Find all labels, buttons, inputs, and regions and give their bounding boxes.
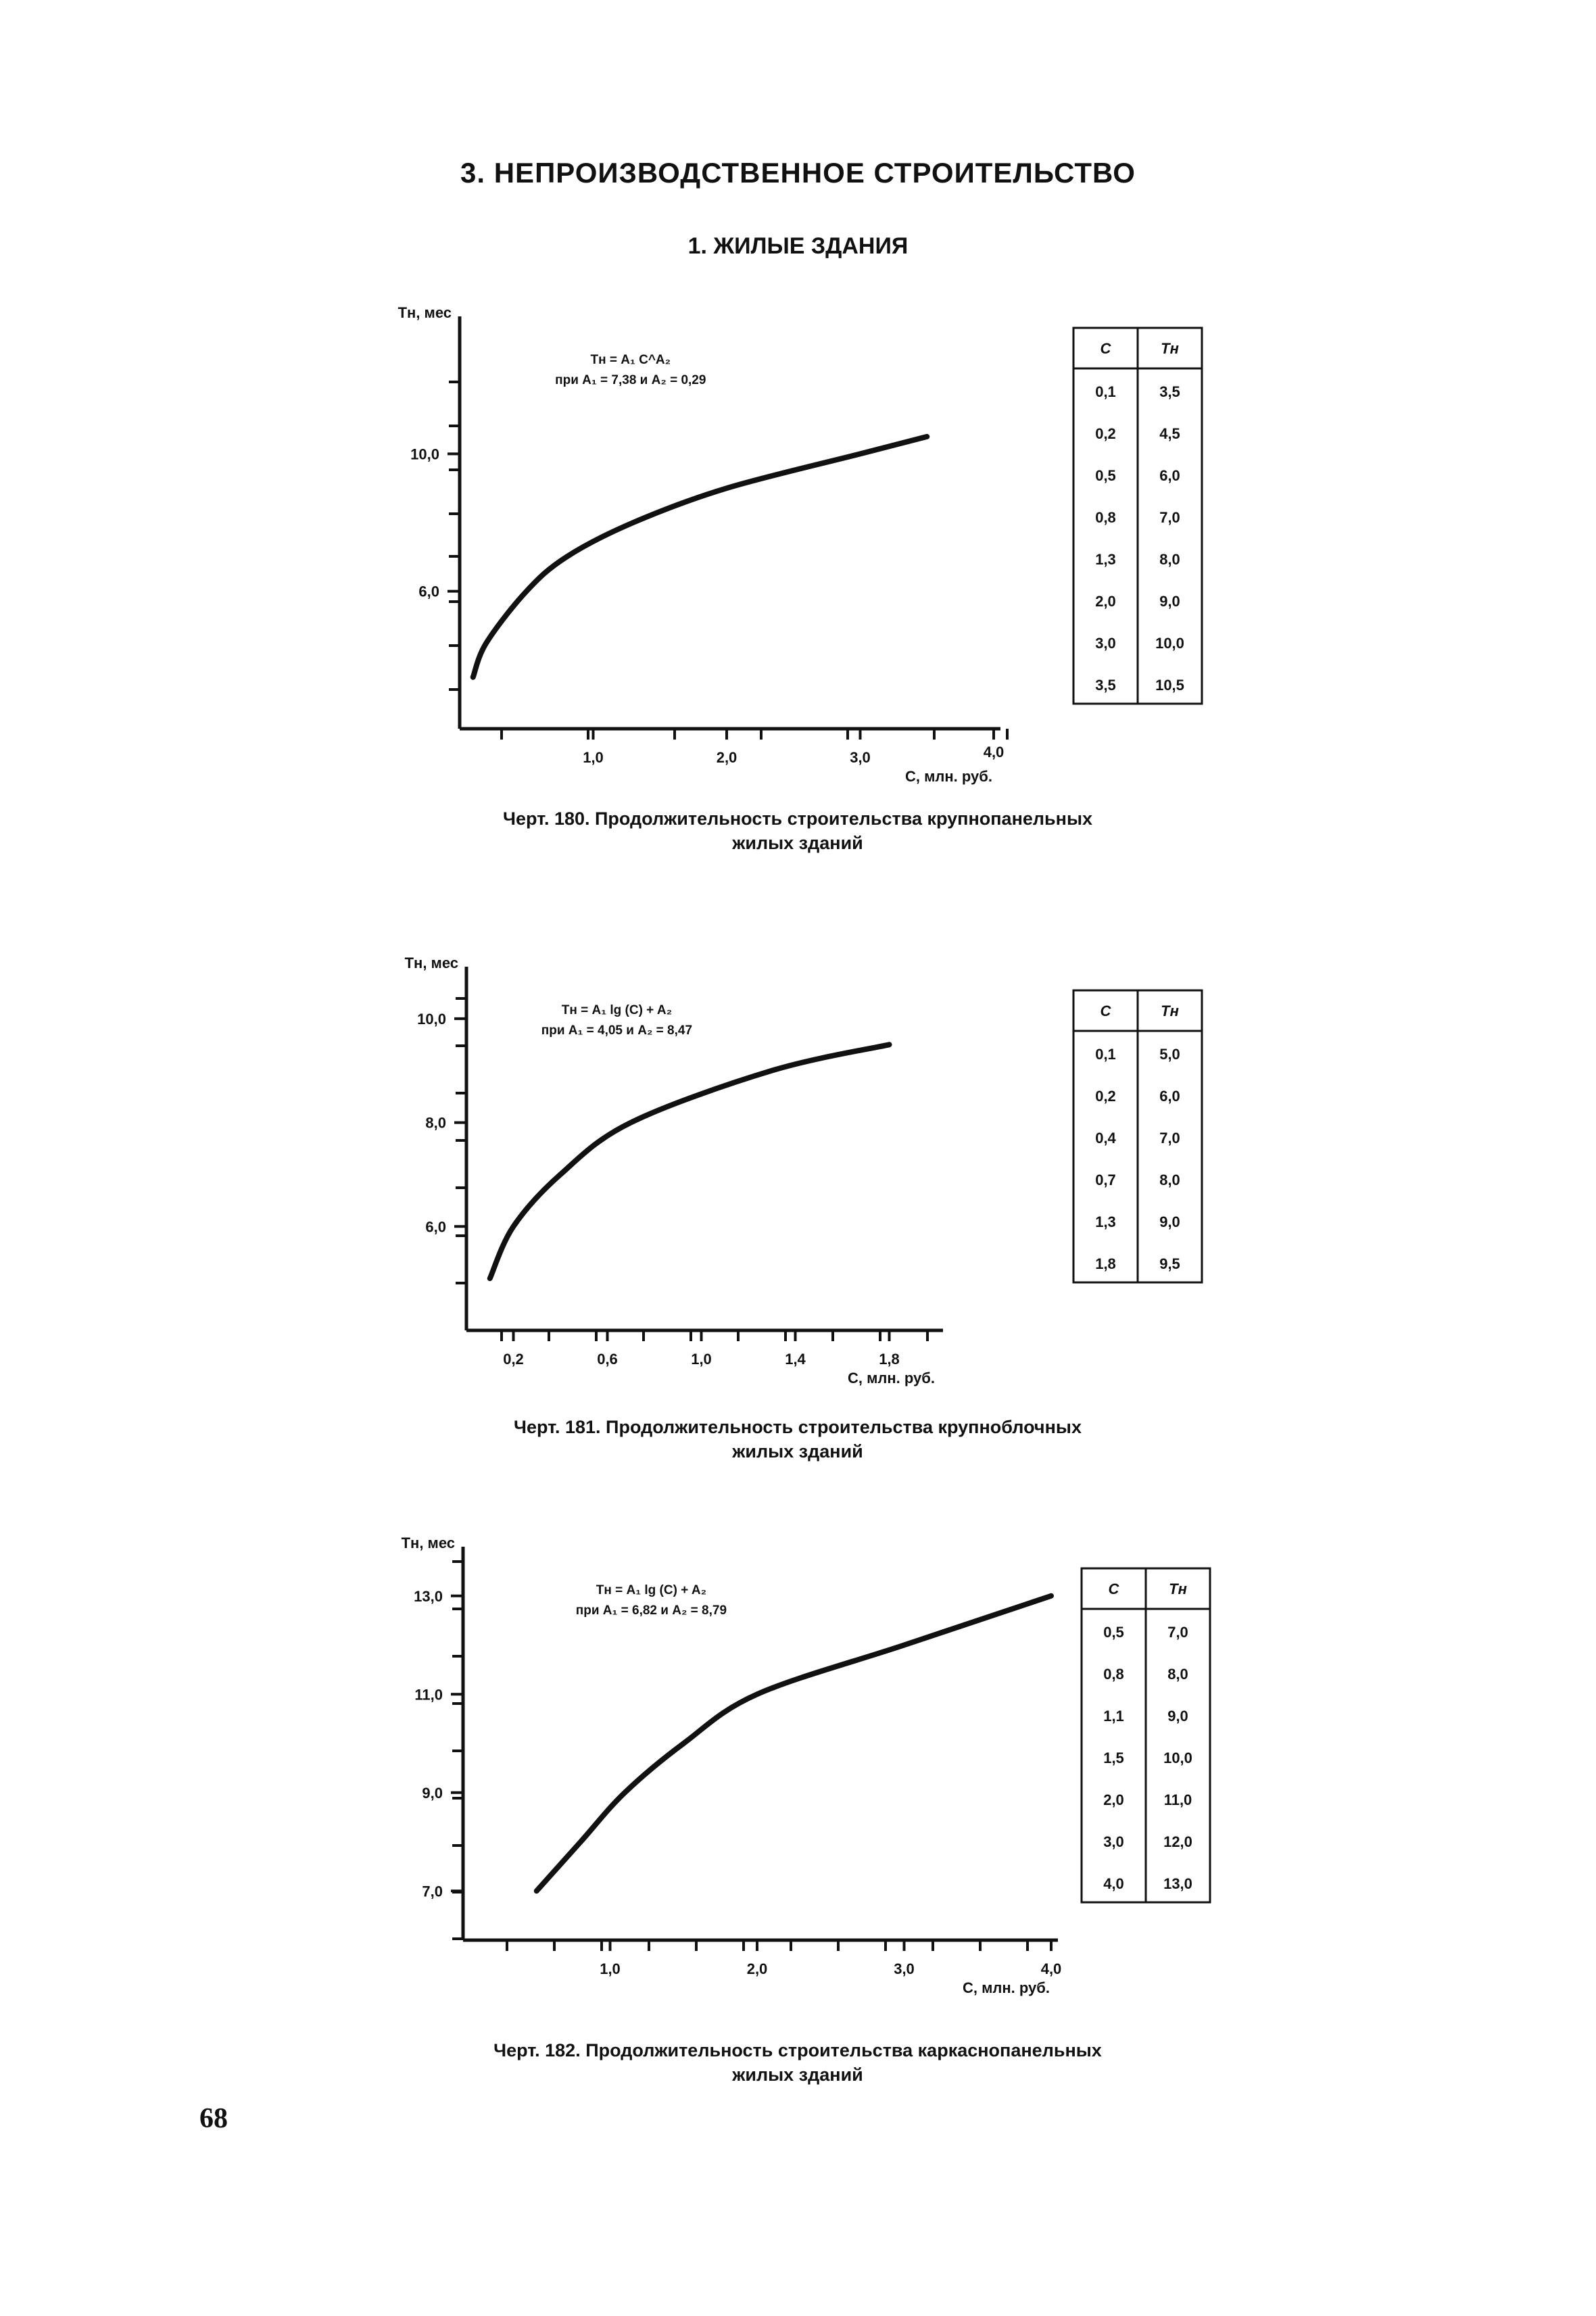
y-axis-label: Tн, мес — [397, 304, 452, 321]
table-cell: 0,2 — [1095, 425, 1116, 442]
table-cell: 0,5 — [1103, 1624, 1124, 1641]
table-header: C — [1100, 1003, 1111, 1019]
table-cell: 4,0 — [1103, 1875, 1124, 1892]
table-cell: 0,2 — [1095, 1088, 1116, 1105]
table-cell: 1,1 — [1103, 1708, 1124, 1724]
table-cell: 1,3 — [1095, 551, 1116, 568]
x-tick-label: 1,0 — [600, 1960, 621, 1977]
table-cell: 2,0 — [1095, 593, 1116, 610]
x-tick-label: 1,0 — [691, 1351, 712, 1368]
y-tick-label: 10,0 — [410, 445, 439, 463]
table-cell: 0,7 — [1095, 1172, 1116, 1188]
table-cell: 7,0 — [1167, 1624, 1188, 1641]
y-tick-label: 8,0 — [425, 1114, 446, 1132]
data-table — [1082, 1568, 1210, 1902]
x-tick-label: 2,0 — [746, 1960, 768, 1977]
chart-2 — [405, 955, 1202, 1462]
table-cell: 6,0 — [1159, 1088, 1180, 1105]
table-cell: 9,0 — [1159, 1213, 1180, 1230]
x-tick-label: 1,0 — [583, 749, 604, 766]
formula-line-1: Tн = A₁ lg (C) + A₂ — [561, 1003, 673, 1017]
table-cell: 0,4 — [1095, 1130, 1116, 1147]
x-tick-label: 3,0 — [894, 1960, 915, 1977]
table-cell: 8,0 — [1159, 1172, 1180, 1188]
x-axis-label: С, млн. руб. — [848, 1370, 935, 1386]
table-cell: 0,1 — [1095, 1046, 1116, 1063]
table-cell: 3,0 — [1103, 1833, 1124, 1850]
y-tick-label: 11,0 — [414, 1686, 443, 1704]
table-cell: 11,0 — [1163, 1791, 1192, 1808]
y-axis-label: Tн, мес — [404, 955, 458, 971]
x-tick-label: 0,2 — [503, 1351, 524, 1368]
x-tick-label: 0,6 — [597, 1351, 618, 1368]
table-cell: 4,5 — [1159, 425, 1180, 442]
table-cell: 7,0 — [1159, 1130, 1180, 1147]
table-cell: 9,5 — [1159, 1255, 1180, 1272]
data-curve — [473, 437, 927, 677]
figure-caption-line-2: жилых зданий — [732, 2065, 863, 2085]
y-tick-label: 9,0 — [422, 1784, 443, 1802]
table-cell: 1,5 — [1103, 1750, 1124, 1766]
formula-line-2: при A₁ = 6,82 и A₂ = 8,79 — [575, 1603, 727, 1618]
y-tick-label: 6,0 — [418, 583, 439, 600]
formula-line-2: при A₁ = 7,38 и A₂ = 0,29 — [555, 373, 706, 387]
table-cell: 1,8 — [1095, 1255, 1116, 1272]
data-curve — [537, 1596, 1051, 1891]
table-cell: 7,0 — [1159, 509, 1180, 526]
x-tick-label: 4,0 — [983, 744, 1005, 761]
x-tick-label: 1,4 — [785, 1351, 806, 1368]
subsection-title: 1. ЖИЛЫЕ ЗДАНИЯ — [687, 233, 909, 259]
table-header: Tн — [1169, 1581, 1187, 1597]
table-cell: 6,0 — [1159, 467, 1180, 484]
x-tick-label: 3,0 — [850, 749, 871, 766]
section-title: 3. НЕПРОИЗВОДСТВЕННОЕ СТРОИТЕЛЬСТВО — [460, 157, 1136, 189]
table-cell: 1,3 — [1095, 1213, 1116, 1230]
y-tick-label: 7,0 — [422, 1883, 443, 1900]
y-tick-label: 6,0 — [425, 1218, 446, 1236]
data-curve — [490, 1044, 890, 1278]
table-cell: 3,5 — [1159, 383, 1180, 400]
figure-caption-line-1: Черт. 182. Продолжительность строительства каркаснопанельных — [493, 2040, 1102, 2060]
table-cell: 5,0 — [1159, 1046, 1180, 1063]
table-cell: 10,0 — [1155, 635, 1184, 652]
formula-line-1: Tн = A₁ lg (C) + A₂ — [596, 1583, 707, 1597]
table-cell: 0,8 — [1103, 1666, 1124, 1683]
table-cell: 10,5 — [1155, 677, 1184, 694]
table-cell: 0,8 — [1095, 509, 1116, 526]
table-header: C — [1108, 1581, 1119, 1597]
chart-1 — [398, 304, 1202, 853]
data-table — [1073, 328, 1202, 704]
x-tick-label: 1,8 — [879, 1351, 900, 1368]
table-cell: 3,0 — [1095, 635, 1116, 652]
table-header: C — [1100, 340, 1111, 357]
table-cell: 13,0 — [1163, 1875, 1192, 1892]
table-cell: 12,0 — [1163, 1833, 1192, 1850]
figure-caption-line-1: Черт. 181. Продолжительность строительства крупноблочных — [514, 1417, 1082, 1437]
y-axis-label: Tн, мес — [401, 1535, 455, 1551]
y-tick-label: 10,0 — [417, 1010, 446, 1028]
figure-caption-line-1: Черт. 180. Продолжительность строительства крупнопанельных — [502, 809, 1093, 829]
table-cell: 10,0 — [1163, 1750, 1192, 1766]
formula-line-1: Tн = A₁ C^A₂ — [590, 353, 671, 367]
x-tick-label: 4,0 — [1040, 1960, 1062, 1977]
table-cell: 8,0 — [1167, 1666, 1188, 1683]
x-tick-label: 2,0 — [716, 749, 737, 766]
table-cell: 0,1 — [1095, 383, 1116, 400]
page-number: 68 — [199, 2103, 228, 2134]
figure-caption-line-2: жилых зданий — [732, 1441, 863, 1462]
table-cell: 8,0 — [1159, 551, 1180, 568]
x-axis-label: С, млн. руб. — [963, 1979, 1050, 1996]
table-cell: 2,0 — [1103, 1791, 1124, 1808]
figure-caption-line-2: жилых зданий — [732, 833, 863, 853]
table-header: Tн — [1161, 1003, 1179, 1019]
table-cell: 0,5 — [1095, 467, 1116, 484]
formula-line-2: при A₁ = 4,05 и A₂ = 8,47 — [541, 1023, 693, 1038]
data-table — [1073, 990, 1202, 1282]
table-cell: 9,0 — [1159, 593, 1180, 610]
y-tick-label: 13,0 — [414, 1587, 443, 1605]
table-cell: 3,5 — [1095, 677, 1116, 694]
table-cell: 9,0 — [1167, 1708, 1188, 1724]
table-header: Tн — [1161, 340, 1179, 357]
chart-3 — [402, 1535, 1210, 2085]
x-axis-label: С, млн. руб. — [905, 768, 992, 785]
